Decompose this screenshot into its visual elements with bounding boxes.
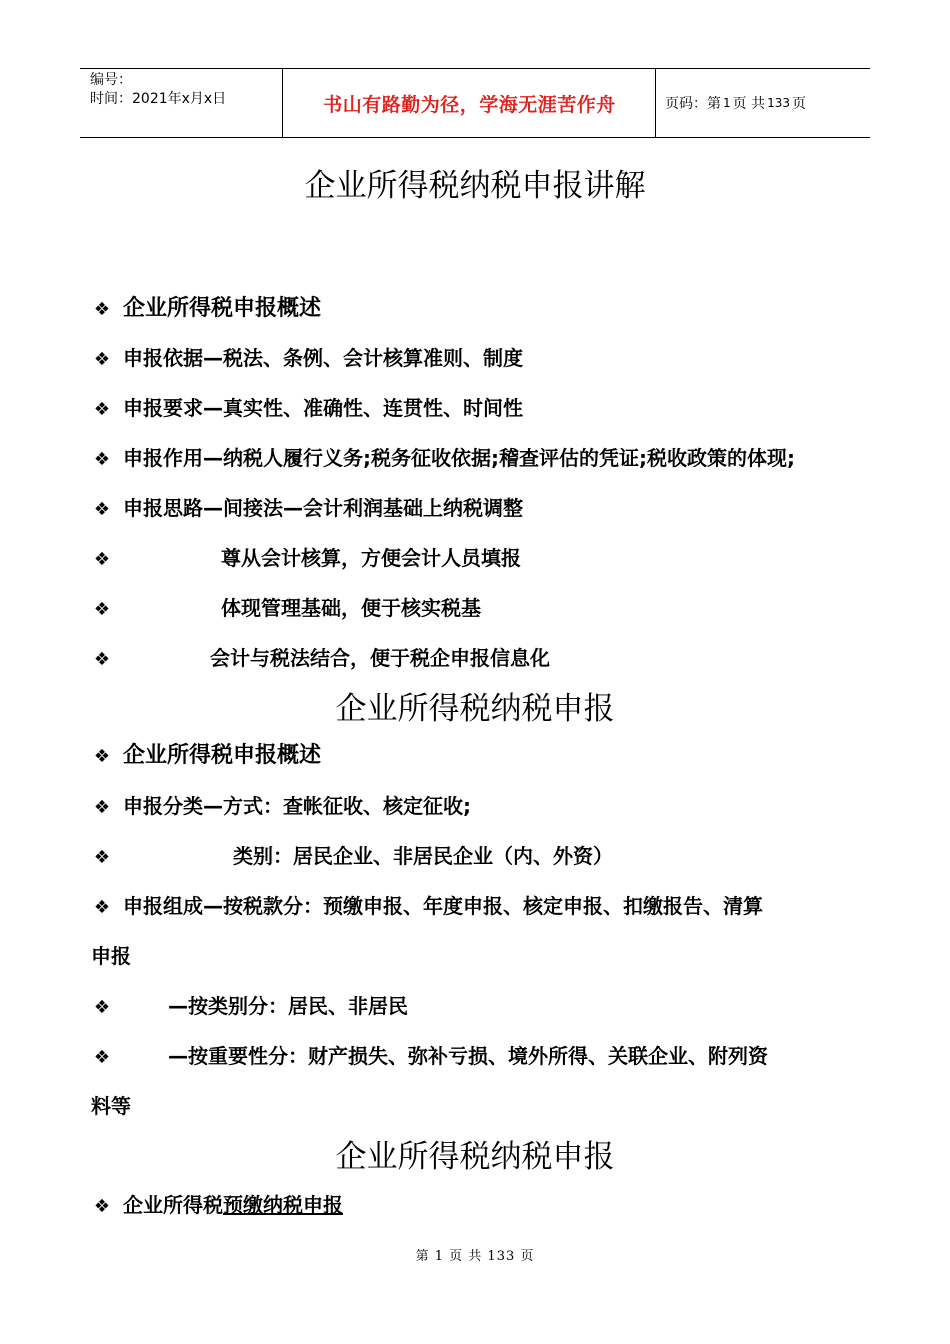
diamond-bullet-icon: ❖ <box>93 299 111 320</box>
bullet-line: ❖ —按重要性分：财产损失、弥补亏损、境外所得、关联企业、附列资 <box>91 1042 768 1072</box>
diamond-bullet-icon: ❖ <box>93 897 111 918</box>
bullet-line: ❖ 会计与税法结合，便于税企申报信息化 <box>91 644 550 674</box>
page-current: 1 <box>723 96 731 110</box>
diamond-bullet-icon: ❖ <box>93 399 111 420</box>
diamond-bullet-icon: ❖ <box>93 746 111 767</box>
bullet-line: ❖ 企业所得税申报概述 <box>91 295 321 324</box>
continuation-line: 料等 <box>91 1094 131 1118</box>
header-motto: 书山有路勤为径，学海无涯苦作舟 <box>323 93 616 116</box>
diamond-bullet-icon: ❖ <box>93 1196 111 1217</box>
continuation-line: 申报 <box>91 944 131 968</box>
bullet-line: ❖ 申报分类—方式：查帐征收、核定征收; <box>91 792 471 822</box>
serial-label: 编号： <box>90 72 132 88</box>
date-label: 时间：2021年x月x日 <box>90 91 227 107</box>
bullet-line: ❖ 尊从会计核算，方便会计人员填报 <box>91 544 521 574</box>
bullet-line: ❖ 体现管理基础，便于核实税基 <box>91 594 481 624</box>
bullet-line: ❖ 企业所得税申报概述 <box>91 742 321 771</box>
bullet-line: ❖ 申报依据—税法、条例、会计核算准则、制度 <box>91 344 523 374</box>
underlined-text: 预缴纳税申报 <box>223 1193 343 1217</box>
page-unit: 页 <box>792 96 806 112</box>
bullet-line: ❖ 类别：居民企业、非居民企业（内、外资） <box>91 842 613 872</box>
diamond-bullet-icon: ❖ <box>93 449 111 470</box>
header-page-info <box>665 69 806 137</box>
bullet-line: ❖ —按类别分：居民、非居民 <box>91 992 408 1022</box>
bullet-line: ❖ 申报作用—纳税人履行义务;税务征收依据;稽查评估的凭证;税收政策的体现; <box>91 444 795 474</box>
document-header <box>80 68 870 138</box>
page-footer: 第 1 页 共 133 页 <box>415 1249 535 1264</box>
bullet-line: ❖ 企业所得税预缴纳税申报 <box>91 1191 343 1221</box>
diamond-bullet-icon: ❖ <box>93 649 111 670</box>
diamond-bullet-icon: ❖ <box>93 549 111 570</box>
diamond-bullet-icon: ❖ <box>93 349 111 370</box>
bullet-line: ❖ 申报思路—间接法—会计利润基础上纳税调整 <box>91 494 523 524</box>
diamond-bullet-icon: ❖ <box>93 599 111 620</box>
header-meta <box>90 71 226 109</box>
bullet-line: ❖ 申报要求—真实性、准确性、连贯性、时间性 <box>91 394 523 424</box>
diamond-bullet-icon: ❖ <box>93 1047 111 1068</box>
page-title: 企业所得税纳税申报讲解 <box>304 168 646 204</box>
page-mid: 页 共 <box>732 96 766 112</box>
section-title: 企业所得税纳税申报 <box>335 691 615 727</box>
diamond-bullet-icon: ❖ <box>93 797 111 818</box>
diamond-bullet-icon: ❖ <box>93 499 111 520</box>
bullet-line: ❖ 申报组成—按税款分：预缴申报、年度申报、核定申报、扣缴报告、清算 <box>91 892 763 922</box>
page-label: 页码：第 <box>665 96 721 112</box>
page-total: 133 <box>767 96 790 110</box>
diamond-bullet-icon: ❖ <box>93 847 111 868</box>
section-title: 企业所得税纳税申报 <box>335 1139 615 1175</box>
diamond-bullet-icon: ❖ <box>93 997 111 1018</box>
